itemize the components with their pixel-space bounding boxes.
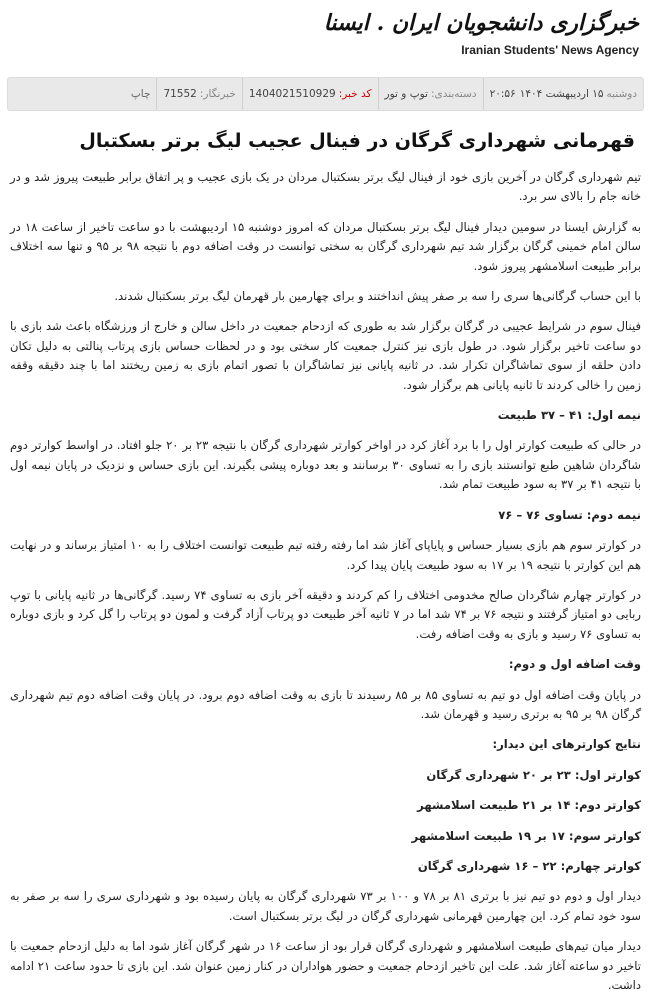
- quarter-result: کوارتر چهارم: ۲۲ – ۱۶ شهرداری گرگان: [417, 858, 641, 873]
- paragraph: با این حساب گرگانی‌ها سری را سه بر صفر پیش انداختند و برای چهارمین بار قهرمان لیگ برتر بسکتبال شدند.: [114, 289, 641, 304]
- meta-category-value[interactable]: توپ و تور: [384, 88, 428, 100]
- logo-persian-text: خبرگزاری دانشجویان ایران . ایسنا: [323, 10, 639, 36]
- meta-category: [378, 78, 483, 110]
- meta-reporter: [156, 78, 241, 110]
- quarter-result: کوارتر دوم: ۱۴ بر ۲۱ طبیعت اسلامشهر: [417, 798, 641, 813]
- meta-date-value: ۱۵ اردیبهشت ۱۴۰۴: [519, 88, 604, 100]
- print-button[interactable]: [125, 78, 157, 110]
- logo-english-text: Iranian Students' News Agency: [461, 43, 639, 57]
- meta-news-code: [242, 78, 378, 110]
- article-meta-bar: [7, 77, 644, 111]
- paragraph: در کوارتر سوم هم بازی بسیار حساس و پایاپای آغاز شد اما رفته رفته تیم طبیعت توانست اختلاف را به ۱۰ امتیاز برساند و در نهایت هم این کوارتر با نتیجه ۱۹ بر ۱۷ به سود طبیعت پایان پیدا کرد.: [10, 538, 642, 572]
- paragraph: در حالی که طبیعت کوارتر اول را با برد آغاز کرد در اواخر کوارتر شهرداری گرگان با نتیجه ۲۳ بر ۲۰ جلو افتاد. در اواسط کوارتر دوم شاگردان شاهین طبع توانستند بازی را به تساوی ۳۰ برسانند و بعد دوباره پیشی بگیرند. این بازی حساس و نزدیک در پایان نیمه اول با نتیجه ۴۱ بر ۳۷ به سود طبیعت تمام شد.: [10, 438, 642, 492]
- paragraph: به گزارش ایسنا در سومین دیدار فینال لیگ برتر بسکتبال مردان که امروز دوشنبه ۱۵ اردیبهشت با دو ساعت تاخیر از ساعت ۱۸ در سالن امام خمینی گرگان برگزار شد تیم شهرداری گرگان به سختی توانست در وقت اضافه دوم با نتیجه ۹۸ بر ۹۵ و تنها سه اختلاف برابر طبیعت اسلامشهر پیروز شود.: [10, 219, 642, 273]
- paragraph: دیدار میان تیم‌های طبیعت اسلامشهر و شهرداری گرگان قرار بود از ساعت ۱۶ در شهر گرگان آغاز شود اما به دلیل ازدحام جمعیت با تاخیر دو ساعته آغاز شد. علت این تاخیر ازدحام جمعیت و حضور هواداران در کنار زمین عنوان شد. این بازی تا حدود ساعت ۲۱ ادامه داشت.: [10, 939, 641, 991]
- quarter-result: کوارتر سوم: ۱۷ بر ۱۹ طبیعت اسلامشهر: [411, 828, 641, 843]
- section-heading: نتایج کوارترهای این دیدار:: [492, 737, 641, 752]
- meta-code-label: کد خبر:: [338, 88, 372, 100]
- section-heading: نیمه دوم: تساوی ۷۶ – ۷۶: [498, 507, 641, 522]
- article-title: قهرمانی شهرداری گرگان در فینال عجیب لیگ برتر بسکتبال: [79, 130, 635, 152]
- quarter-result: کوارتر اول: ۲۳ بر ۲۰ شهرداری گرگان: [426, 767, 641, 782]
- paragraph: در پایان وقت اضافه اول دو تیم به تساوی ۸۵ بر ۸۵ رسیدند تا بازی به وقت اضافه دوم برود. در پایان وقت اضافه دوم تیم شهرداری گرگان ۹۸ بر ۹۵ به برتری رسید و قهرمان شد.: [10, 687, 641, 721]
- print-label[interactable]: چاپ: [130, 88, 151, 100]
- paragraph-lead: تیم شهرداری گرگان در آخرین بازی خود از فینال لیگ برتر بسکتبال مردان در یک بازی عجیب و پر اتفاق برابر طبیعت پیروز شد و در خانه جام را بالای سر برد.: [10, 170, 641, 204]
- article-body: [10, 168, 641, 991]
- meta-time: ۲۰:۵۶: [489, 88, 516, 100]
- meta-reporter-value: 71552: [163, 88, 197, 100]
- paragraph: فینال سوم در شرایط عجیبی در گرگان برگزار شد به طوری که ازدحام جمعیت در داخل سالن و خارج از ورزشگاه باعث شد بازی با دو ساعت تاخیر برگزار شود. در طول بازی نیز کنترل جمعیت کار سختی بود و در لحظات حساس بازی پرتاب پنالتی به دلیل تکان دادن حلقه از سوی تماشاگران تکرار شد. در ثانیه پایانی نیز تماشاگران با تصور اتمام بازی به زمین ریختند اما با چند دقیقه وقفه زمین را خالی کردند تا ثانیه پایانی هم برگزار شود.: [10, 319, 641, 392]
- section-heading: وقت اضافه اول و دوم:: [508, 657, 641, 672]
- isna-logo[interactable]: [323, 8, 639, 68]
- meta-category-label: دسته‌بندی:: [430, 88, 477, 100]
- meta-reporter-label: خبرنگار:: [199, 88, 236, 100]
- section-heading: نیمه اول: ۴۱ – ۳۷ طبیعت: [497, 408, 641, 423]
- paragraph: دیدار اول و دوم دو تیم نیز با برتری ۸۱ بر ۷۸ و ۱۰۰ بر ۷۳ شهرداری گرگان به پایان رسیده بود و شهرداری سری را سه بر صفر به سود خود تمام کرد. این چهارمین قهرمانی شهرداری گرگان در لیگ برتر بسکتبال است.: [10, 889, 641, 923]
- meta-day: دوشنبه: [606, 88, 637, 100]
- meta-code-value: 1404021510929: [248, 88, 336, 100]
- meta-date: [483, 78, 643, 110]
- paragraph: در کوارتر چهارم شاگردان صالح مخدومی اختلاف را کم کردند و دقیقه آخر بازی به تساوی ۷۴ رسید. گرگانی‌ها در ثانیه پایانی با توپ ربایی دو امتیاز گرفتند و نتیجه ۷۶ بر ۷۴ شد اما در ۷ ثانیه آخر طبیعت دو پرتاب آزاد گرفت و لمون دو پرتاب را گل کرد و بازی دوباره به تساوی ۷۶ رسید و بازی به وقت اضافه رفت.: [10, 587, 642, 641]
